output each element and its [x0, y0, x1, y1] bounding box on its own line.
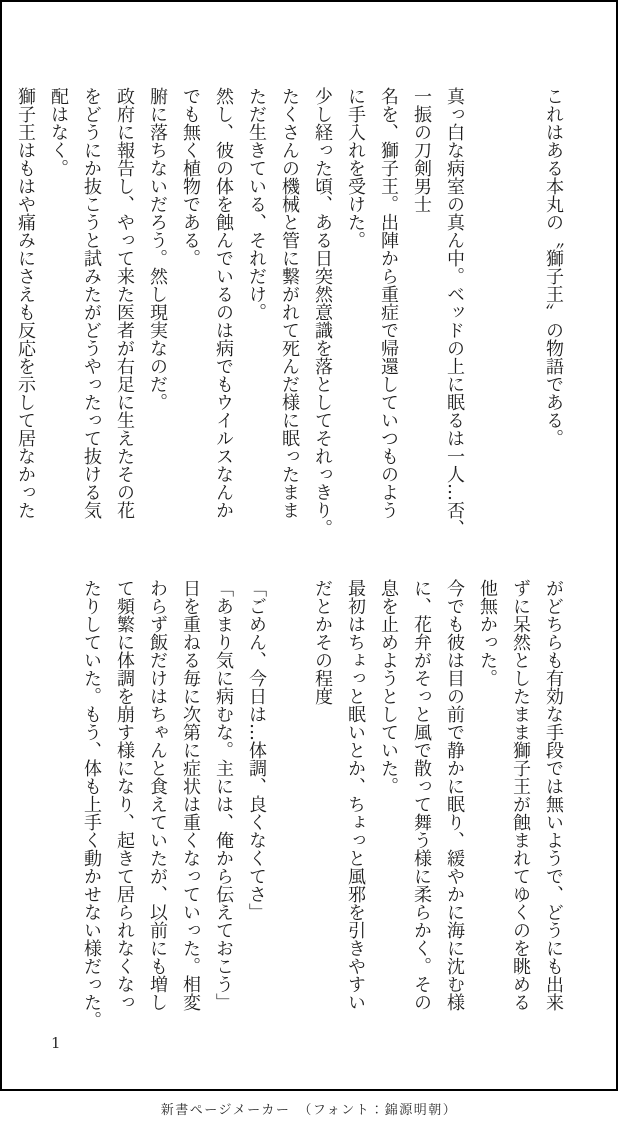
text-line: 今でも彼は目の前で静かに眠り、緩やかに海に沈む様 [444, 579, 465, 1011]
text-line: だとかその程度 [312, 579, 333, 705]
blank-line [471, 87, 504, 557]
text-line: がどちらも有効な手段では無いようで、どうにも出来 [543, 579, 564, 1011]
text-line: 一振の刀剣男士 [411, 87, 432, 213]
blank-line [273, 579, 306, 1049]
text-line: 獅子王はもはや痛みにさえも反応を示して居なかった [15, 87, 36, 519]
text-line: 日を重ねる毎に次第に症状は重くなっていった。相変 [180, 579, 201, 1011]
text-line: ずに呆然としたまま獅子王が蝕まれてゆくのを眺める [510, 579, 531, 1011]
text-line: でも無く植物である。 [180, 87, 201, 267]
text-line: 「ごめん、今日は…体調、良くなくてさ」 [246, 579, 267, 921]
text-line: 政府に報告し、やって来た医者が右足に生えたその花 [114, 87, 135, 519]
text-line: に手入れを受けた。 [345, 87, 366, 249]
text-line: たくさんの機械と管に繋がれて死んだ様に眠ったまま [279, 87, 300, 519]
text-line: これはある本丸の〝獅子王〟の物語である。 [543, 87, 564, 447]
text-line: 少し経った頃、ある日突然意識を落としてそれっきり。 [312, 87, 333, 537]
vertical-text-block-top [9, 87, 570, 557]
text-line: をどうにか抜こうと試みたがどうやったって抜ける気 [81, 87, 102, 519]
text-line: 真っ白な病室の真ん中。ベッドの上に眠るは一人…否、 [444, 87, 465, 537]
page-number: 1 [51, 1034, 61, 1052]
text-line: て頻繁に体調を崩す様になり、起きて居られなくなっ [114, 579, 135, 1011]
blank-line [504, 87, 537, 557]
text-line: 名を、獅子王。出陣から重症で帰還していつものよう [378, 87, 399, 519]
text-line: 「あまり気に病むな。主には、俺から伝えておこう」 [213, 579, 234, 1011]
text-line: 配はなく。 [48, 87, 69, 177]
text-line: 腑に落ちないだろう。然し現実なのだ。 [147, 87, 168, 411]
text-line: ただ生きている、それだけ。 [246, 87, 267, 321]
text-line: たりしていた。もう、体も上手く動かせない様だった。 [81, 579, 102, 1029]
text-line: わらず飯だけはちゃんと食えていたが、以前にも増し [147, 579, 168, 1011]
text-line: に、花弁がそっと風で散って舞う様に柔らかく。その [411, 579, 432, 1011]
text-line: 最初はちょっと眠いとか、ちょっと風邪を引きやすい [345, 579, 366, 1011]
text-line: 他無かった。 [477, 579, 498, 687]
footer-caption: 新書ページメーカー （フォント：錦源明朝） [160, 1103, 458, 1118]
text-line: 息を止めようとしていた。 [378, 579, 399, 795]
text-line: 然し、彼の体を蝕んでいるのは病でもウイルスなんか [213, 87, 234, 519]
vertical-text-block-bottom [75, 579, 570, 1049]
